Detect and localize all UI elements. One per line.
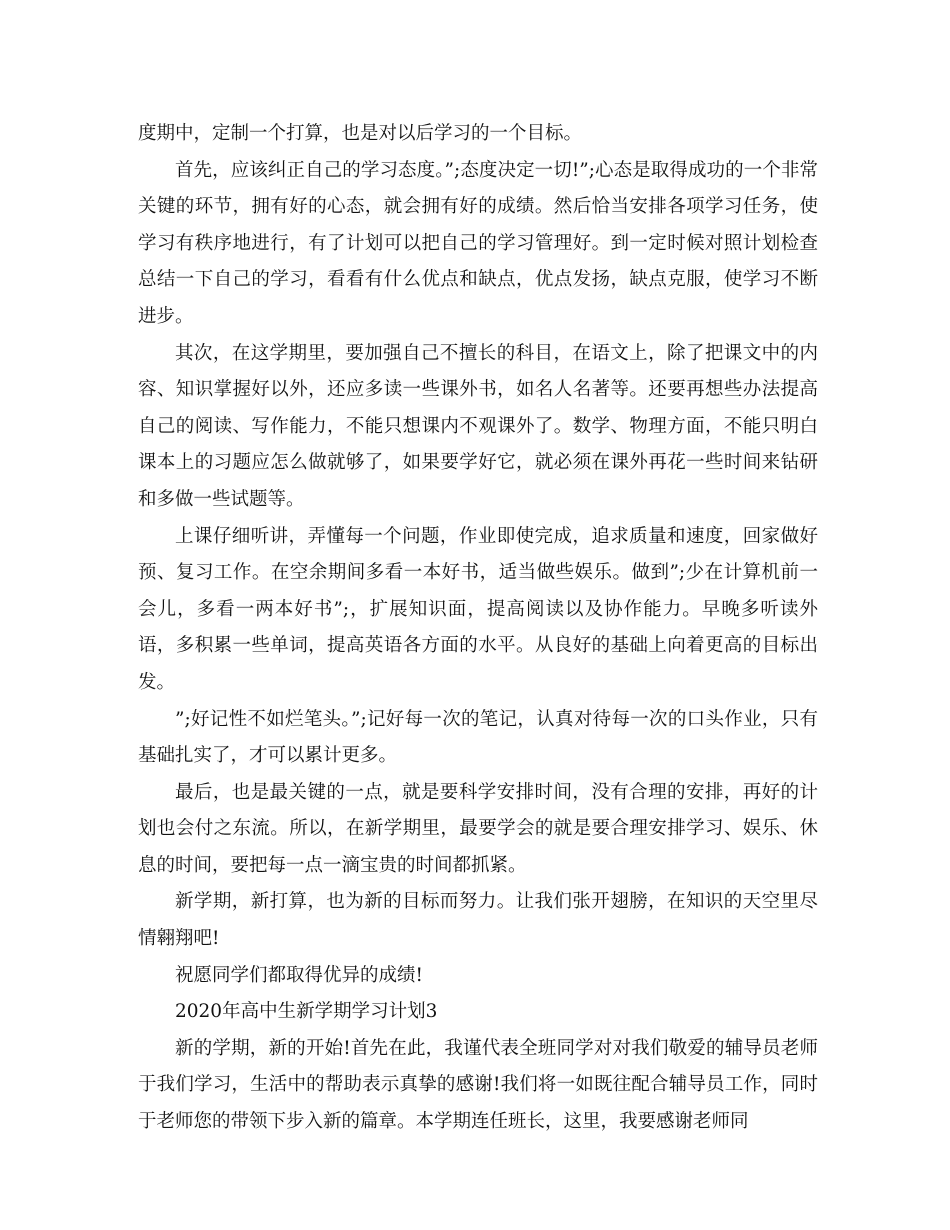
paragraph-4: 上课仔细听讲，弄懂每一个问题，作业即使完成，追求质量和速度，回家做好预、复习工作。在空余期间多看一本好书，适当做些娱乐。做到”;少在计算机前一会儿，多看一两本好书”;，扩展知识面，提高阅读以及协作能力。早晚多听读外语，多积累一些单词，提高英语各方面的水平。从良好的基础上向着更高的目标出发。 [138, 525, 818, 693]
paragraph-3: 其次，在这学期里，要加强自己不擅长的科目，在语文上，除了把课文中的内容、知识掌握好以外，还应多读一些课外书，如名人名著等。还要再想些办法提高自己的阅读、写作能力，不能只想课内不观课外了。数学、物理方面，不能只明白课本上的习题应怎么做就够了，如果要学好它，就必须在课外再花一些时间来钻研和多做一些试题等。 [138, 342, 818, 510]
document-body [138, 116, 818, 1141]
paragraph-1: 度期中，定制一个打算，也是对以后学习的一个目标。 [138, 123, 583, 144]
paragraph-2: 首先，应该纠正自己的学习态度。”;态度决定一切!”;心态是取得成功的一个非常关键的环节，拥有好的心态，就会拥有好的成绩。然后恰当安排各项学习任务，使学习有秩序地进行，有了计划可以把自己的学习管理好。到一定时候对照计划检查总结一下自己的学习，看看有什么优点和缺点，优点发扬，缺点克服，使学习不断进步。 [138, 159, 818, 327]
paragraph-8: 祝愿同学们都取得优异的成绩! [175, 964, 423, 986]
paragraph-6: 最后，也是最关键的一点，就是要科学安排时间，没有合理的安排，再好的计划也会付之东流。所以，在新学期里，最要学会的就是要合理安排学习、娱乐、休息的时间，要把每一点一滴宝贵的时间都抓紧。 [138, 781, 818, 876]
paragraph-10: 新的学期，新的开始!首先在此，我谨代表全班同学对对我们敬爱的辅导员老师于我们学习，生活中的帮助表示真挚的感谢!我们将一如既往配合辅导员工作，同时 于老师您的带领下步入新的篇章。本学期连任班长，这里，我要感谢老师同 [138, 1037, 818, 1133]
paragraph-5: ”;好记性不如烂笔头。”;记好每一次的笔记，认真对待每一次的口头作业，只有基础扎实了，才可以累计更多。 [138, 708, 818, 767]
paragraph-7: 新学期，新打算，也为新的目标而努力。让我们张开翅膀，在知识的天空里尽情翱翔吧! [138, 891, 818, 950]
section-heading: 2020年高中生新学期学习计划3 [175, 1001, 438, 1023]
